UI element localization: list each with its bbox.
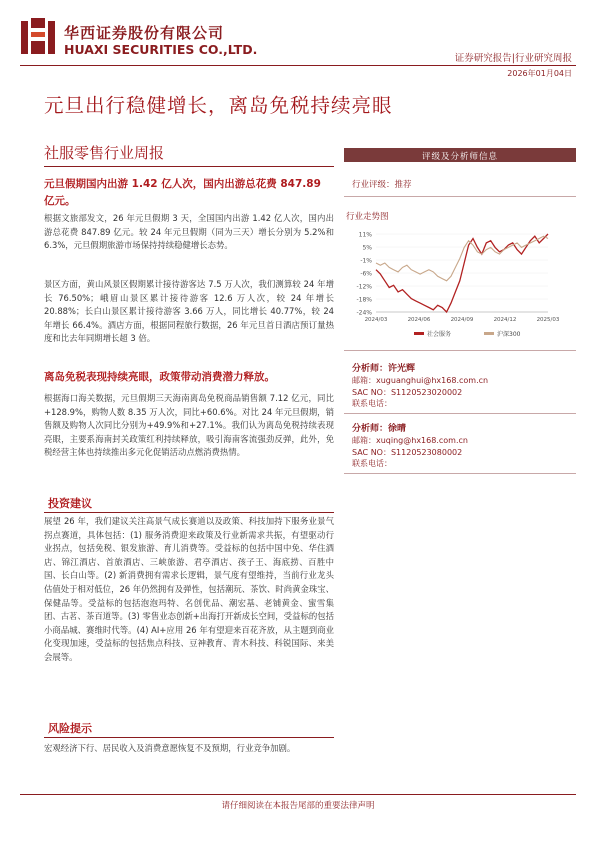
trend-chart-label: 行业走势图 xyxy=(346,212,389,222)
chart-legend-swatch xyxy=(484,332,494,335)
industry-trend-chart xyxy=(344,226,576,346)
chart-legend-label: 沪深300 xyxy=(497,331,521,338)
subtitle-divider xyxy=(44,166,334,167)
header-divider xyxy=(20,65,576,66)
sidebar-divider xyxy=(344,196,576,197)
chart-xtick-label: 2025/03 xyxy=(536,317,560,323)
chart-xtick-label: 2024/12 xyxy=(493,317,517,323)
section-divider xyxy=(44,737,334,738)
paragraph-investment: 展望 26 年，我们建议关注高景气成长赛道以及政策、科技加持下服务业景气拐点赛道，具体包括：(1) 服务消费迎来政策及行业新需求共振，有望驱动行业拐点，包括免税、银发旅游、育儿消费等。受益标的包括中国中免、华住酒店、锦江酒店、首旅酒店、三峡旅游、君亭酒店、孩子王、海底捞、百胜中国、长白山等。(2) 新消费拥有需求长逻辑，景气度有望维持，当前行业龙头估值处于相对低位，26 年仍然拥有及弹性，包括潮玩、茶饮、时尚黄金珠宝、保健品等。受益标的包括泡泡玛特、名创优品、潮宏基、老铺黄金、蜜雪集团、古茗、茶百道等。(3) 零售业态创新+出海打开新成长空间，受益标的包括小商品城、赛维时代等。(4) AI+应用 26 年有望迎来百花齐放，从主题到商业化变现加速，受益标的包括焦点科技、豆神教育、青木科技、科锐国际、来美会展等。 xyxy=(44,516,334,662)
chart-ytick-label: -1% xyxy=(360,257,372,265)
chart-ytick-label: -24% xyxy=(356,309,372,317)
highlight-duty-free: 离岛免税表现持续亮眼，政策带动消费潜力释放。 xyxy=(44,371,275,383)
chart-ytick-label: 11% xyxy=(358,231,372,239)
sidebar-divider xyxy=(344,350,576,351)
analyst-1-sac: SAC NO：S1120523020002 xyxy=(352,387,463,397)
chart-legend-label: 社会服务 xyxy=(427,331,452,338)
page-title: 元旦出行稳健增长，离岛免税持续亮眼 xyxy=(44,94,393,117)
industry-rating: 行业评级：推荐 xyxy=(352,180,412,190)
company-name-en: HUAXI SECURITIES CO.,LTD. xyxy=(64,42,258,57)
chart-ytick-label: -12% xyxy=(356,283,372,291)
report-date: 2026年01月04日 xyxy=(507,69,572,78)
section-divider xyxy=(44,512,334,513)
chart-ytick-label: 5% xyxy=(362,244,372,252)
analyst-2-phone: 联系电话： xyxy=(352,459,392,468)
paragraph-travel-data: 根据文旅部发文，26 年元旦假期 3 天，全国国内出游 1.42 亿人次，国内出游总花费 847.89 亿元。较 24 年元旦假期（同为三天）增长分别为 5.2%和 6.3%，元旦假期旅游市场保持持续稳健增长态势。 xyxy=(44,213,334,251)
legal-disclaimer-note[interactable]: 请仔细阅读在本报告尾部的重要法律声明 xyxy=(221,801,375,811)
section-heading-investment: 投资建议 xyxy=(48,497,92,510)
chart-ytick-label: -18% xyxy=(356,296,372,304)
chart-xtick-label: 2024/03 xyxy=(364,317,388,323)
analyst-1-phone: 联系电话： xyxy=(352,399,392,408)
analyst-2-email[interactable]: 邮箱：xuqing@hx168.com.cn xyxy=(352,436,468,445)
highlight-travel: 元旦假期国内出游 1.42 亿人次，国内出游总花费 847.89 亿元。 xyxy=(44,178,321,207)
report-subtitle: 社服零售行业周报 xyxy=(44,144,165,162)
sidebar-header-text: 评级及分析师信息 xyxy=(421,152,498,162)
chart-xtick-label: 2024/06 xyxy=(407,317,431,323)
chart-xtick-label: 2024/09 xyxy=(450,317,474,323)
analyst-2-sac: SAC NO：S1120523080002 xyxy=(352,447,463,457)
sidebar-divider xyxy=(344,413,576,414)
analyst-1-email[interactable]: 邮箱：xuguanghui@hx168.com.cn xyxy=(352,376,489,385)
report-type: 证券研究报告|行业研究周报 xyxy=(454,53,572,64)
paragraph-scenic-hotel: 景区方面，黄山风景区假期累计接待游客达 7.5 万人次，我们测算较 24 年增长 76.50%；峨眉山景区累计接待游客 12.6 万人次，较 24 年增长 20.88%；长白山景区累计接待游客 3.66 万人，同比增长 40.77%，较 24 年增长 66.4%。酒店方面，根据同程旅行数据，26 年元旦首日酒店预订量热度和比去年同期增长超 3 倍。 xyxy=(44,279,334,344)
analyst-1-name: 分析师：许光辉 xyxy=(352,364,416,374)
company-name-cn: 华西证券股份有限公司 xyxy=(64,24,225,42)
section-heading-risk: 风险提示 xyxy=(48,722,92,735)
analyst-2-name: 分析师：徐晴 xyxy=(352,424,407,434)
huaxi-logo-icon xyxy=(20,18,56,56)
chart-legend-swatch xyxy=(414,332,424,335)
footer-divider xyxy=(20,794,576,795)
chart-ytick-label: -6% xyxy=(360,270,372,278)
sidebar-divider xyxy=(344,473,576,474)
paragraph-risk: 宏观经济下行、居民收入及消费意愿恢复不及预期，行业竞争加剧。 xyxy=(44,743,296,753)
paragraph-duty-free: 根据海口海关数据，元旦假期三天海南离岛免税商品销售额 7.12 亿元，同比+128.9%，购物人数 8.35 万人次，同比+60.6%。对比 24 年元旦假期，销售额及购物人次同比分别为+49.9%和+27.1%。我们认为离岛免税持续表现亮眼，主要系海南封关政策红利持续释放，吸引海南客流强劲反弹，此外，免税经营主体也持续推出多元化促销活动点燃消费热情。 xyxy=(44,393,334,458)
